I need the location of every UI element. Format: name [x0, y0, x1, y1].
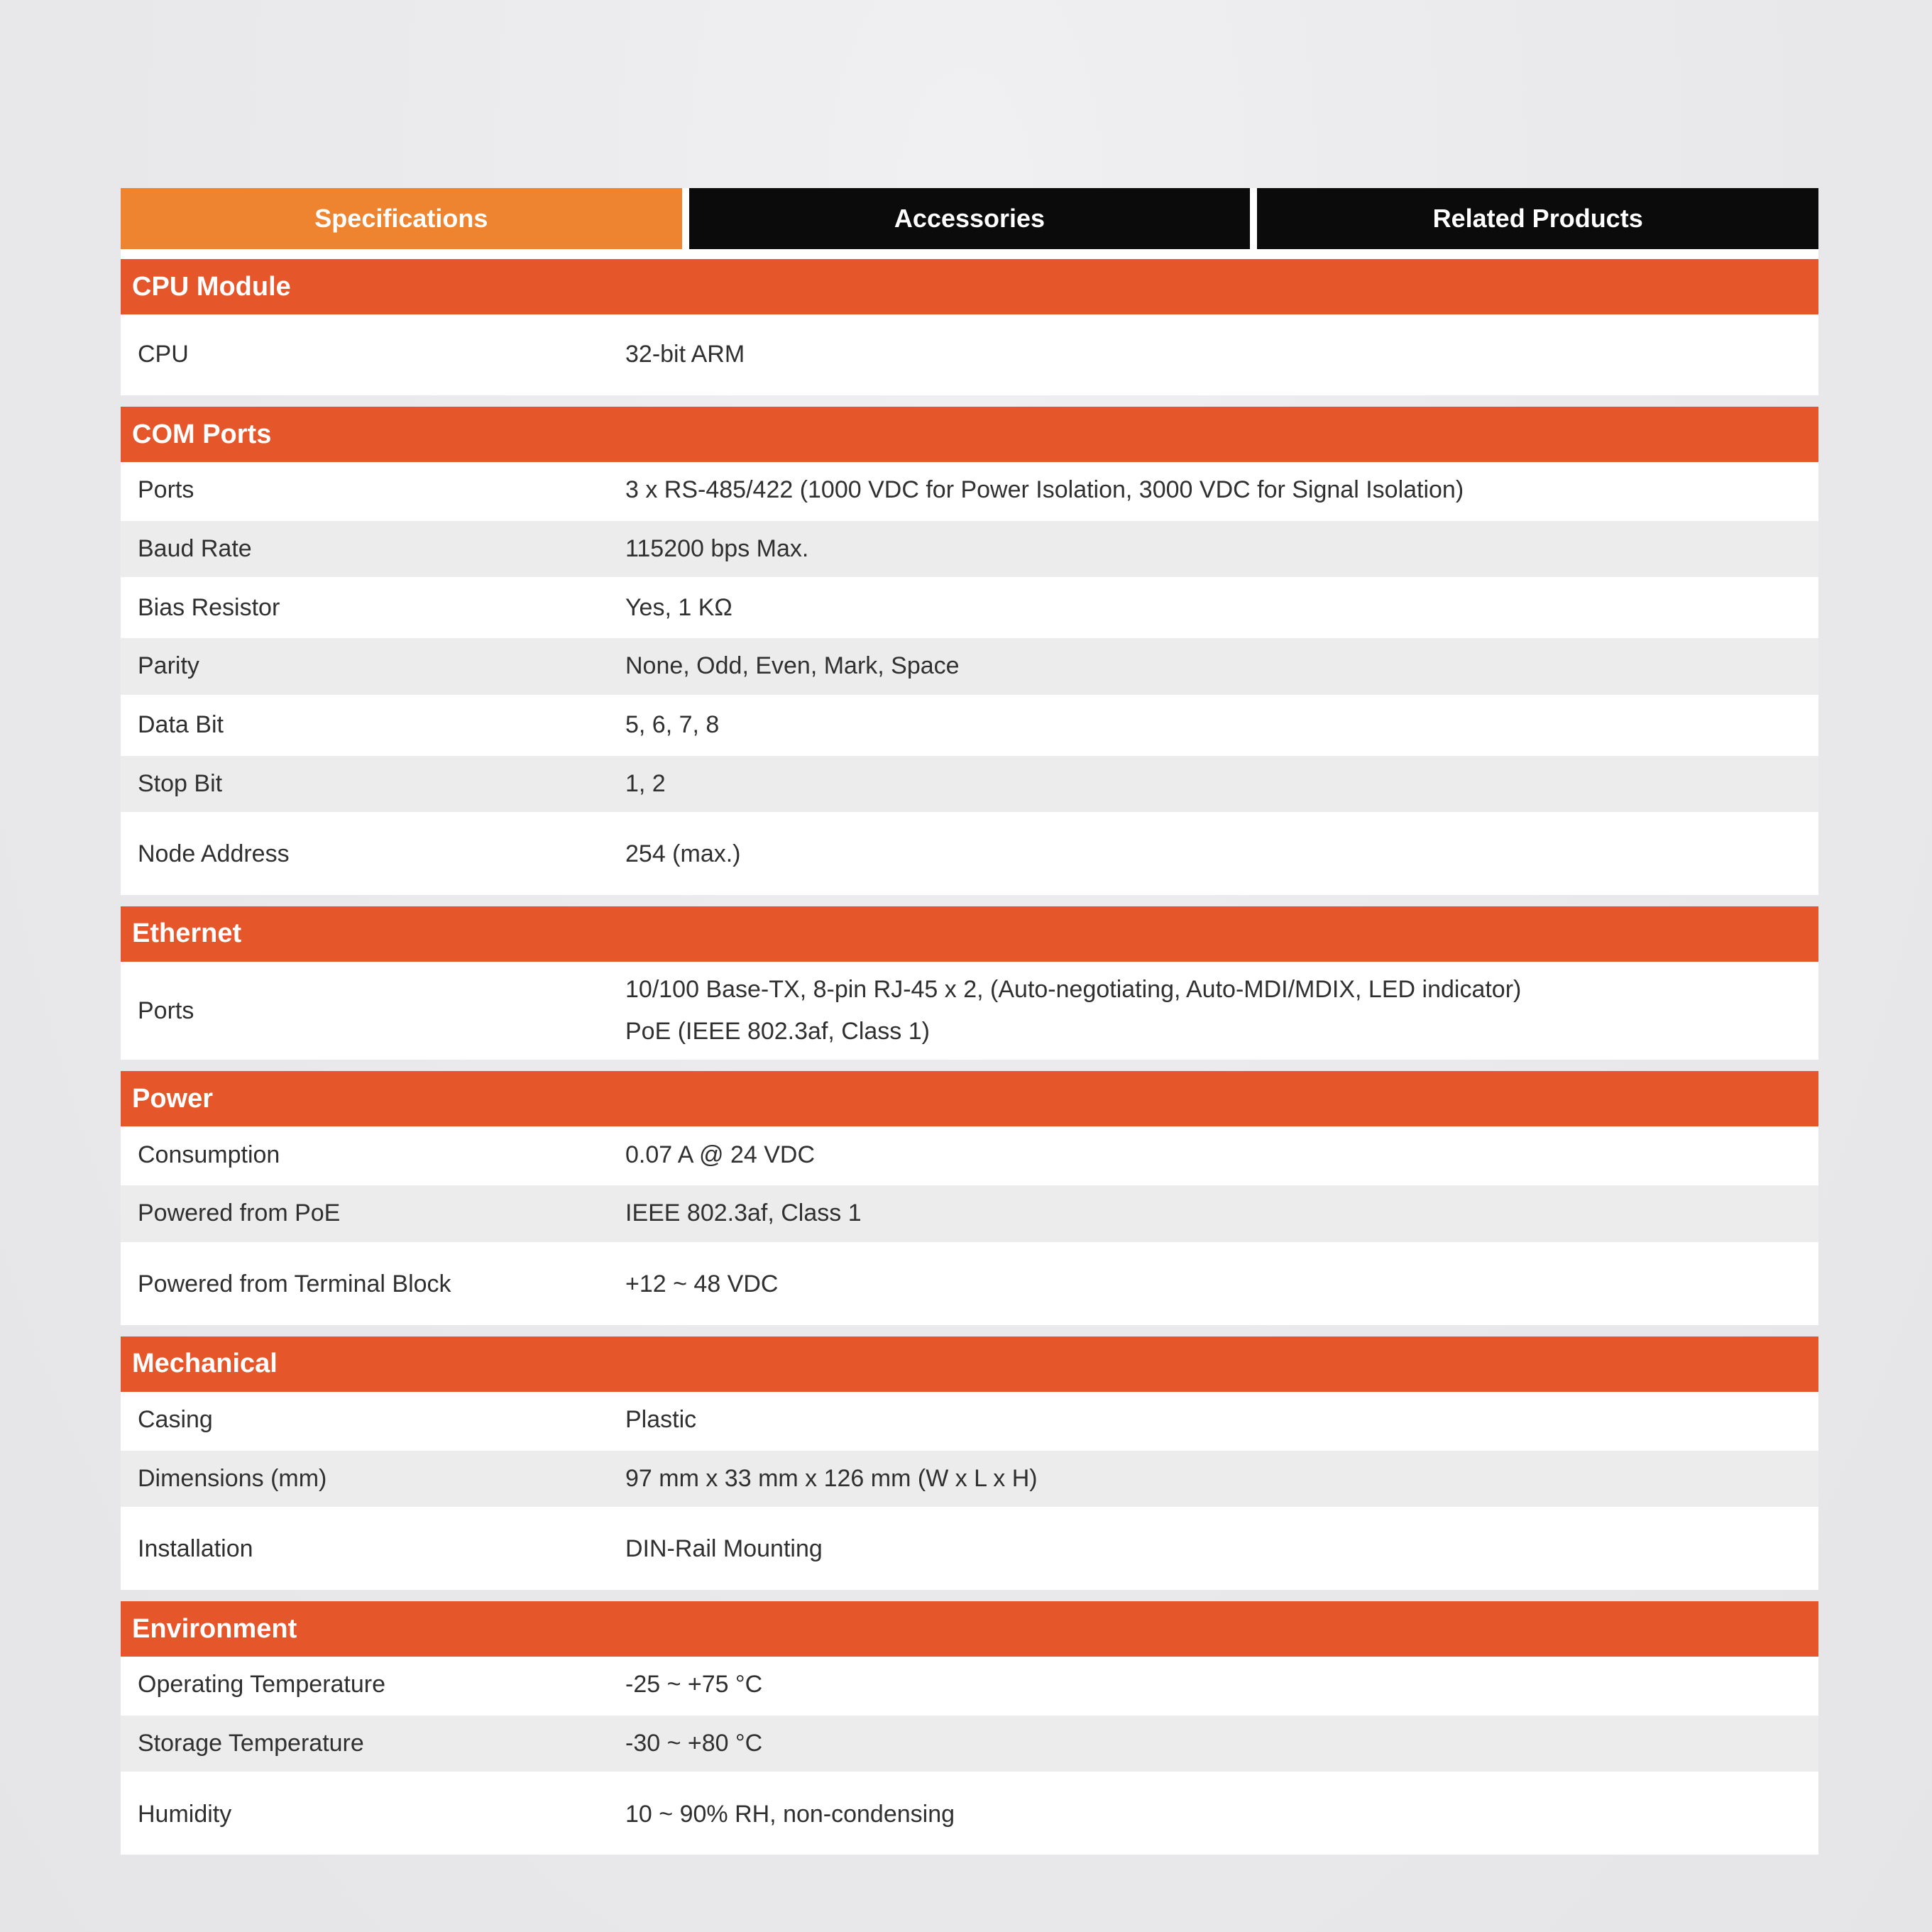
- spec-value: [625, 638, 1818, 694]
- spec-label: Installation: [138, 1535, 253, 1563]
- spec-row: [121, 519, 1818, 579]
- spec-value: [625, 1657, 1818, 1713]
- spec-value: [625, 1716, 1818, 1772]
- spec-row: [121, 314, 1818, 395]
- spec-value-line: 1, 2: [625, 769, 666, 797]
- spec-value-line: DIN-Rail Mounting: [625, 1535, 823, 1563]
- spec-row: [121, 1392, 1818, 1449]
- spec-label: Operating Temperature: [138, 1671, 386, 1698]
- spec-value: [625, 314, 1818, 395]
- spec-value: [625, 697, 1818, 754]
- spec-label: CPU: [138, 341, 189, 368]
- spec-section: [121, 1071, 1818, 1324]
- spec-label: Data Bit: [138, 710, 224, 738]
- spec-value: [625, 1126, 1818, 1183]
- spec-section: [121, 1337, 1818, 1590]
- spec-value-line: Yes, 1 KΩ: [625, 593, 732, 621]
- spec-label: Node Address: [138, 840, 290, 868]
- spec-label: Powered from PoE: [138, 1200, 341, 1227]
- spec-value: [625, 1451, 1818, 1507]
- spec-label: Bias Resistor: [138, 593, 280, 621]
- spec-row: [121, 1657, 1818, 1713]
- spec-value-line: 254 (max.): [625, 840, 741, 868]
- section-header: Power: [121, 1071, 1818, 1126]
- tab-specifications[interactable]: Specifications: [121, 188, 682, 249]
- sections: [121, 259, 1818, 1855]
- spec-value: [625, 521, 1818, 577]
- spec-row: [121, 1713, 1818, 1774]
- spec-value: [625, 756, 1818, 812]
- spec-section: [121, 407, 1818, 895]
- spec-value: [625, 1185, 1818, 1241]
- spec-panel: [121, 188, 1818, 1855]
- spec-row: [121, 1774, 1818, 1855]
- spec-value-line: 10 ~ 90% RH, non-condensing: [625, 1800, 955, 1828]
- spec-label: Parity: [138, 652, 199, 680]
- spec-value-line: 115200 bps Max.: [625, 535, 809, 562]
- spec-row: [121, 1509, 1818, 1590]
- section-header: Ethernet: [121, 906, 1818, 962]
- spec-row: [121, 636, 1818, 696]
- spec-label: Storage Temperature: [138, 1730, 364, 1757]
- spec-label: Casing: [138, 1406, 213, 1434]
- spec-section: [121, 259, 1818, 395]
- section-rows: [121, 1392, 1818, 1590]
- spec-value: [625, 1509, 1818, 1590]
- spec-value-line: 10/100 Base-TX, 8-pin RJ-45 x 2, (Auto-negotiating, Auto-MDI/MDIX, LED indicator): [625, 975, 1522, 1003]
- spec-value-line: Plastic: [625, 1406, 697, 1434]
- spec-value-line: 0.07 A @ 24 VDC: [625, 1141, 816, 1168]
- spec-value-line: 97 mm x 33 mm x 126 mm (W x L x H): [625, 1464, 1038, 1492]
- spec-row: [121, 579, 1818, 636]
- spec-row: [121, 1183, 1818, 1244]
- spec-row: [121, 697, 1818, 754]
- spec-value-line: IEEE 802.3af, Class 1: [625, 1200, 862, 1227]
- spec-value: [625, 579, 1818, 636]
- section-header: Environment: [121, 1601, 1818, 1657]
- spec-label: Ports: [138, 997, 194, 1024]
- spec-value: [625, 962, 1818, 1060]
- tab-bar: [121, 188, 1818, 259]
- spec-label: Humidity: [138, 1800, 232, 1828]
- spec-value-line: None, Odd, Even, Mark, Space: [625, 652, 960, 680]
- spec-label: Powered from Terminal Block: [138, 1270, 451, 1298]
- spec-value-line: 32-bit ARM: [625, 341, 745, 368]
- spec-label: Baud Rate: [138, 535, 252, 562]
- spec-row: [121, 1126, 1818, 1183]
- section-rows: [121, 462, 1818, 895]
- spec-row: [121, 1449, 1818, 1509]
- section-header: COM Ports: [121, 407, 1818, 462]
- spec-row: [121, 1244, 1818, 1325]
- spec-label: Dimensions (mm): [138, 1464, 327, 1492]
- section-rows: [121, 1126, 1818, 1324]
- spec-section: [121, 906, 1818, 1060]
- tab-accessories[interactable]: Accessories: [689, 188, 1251, 249]
- section-header: CPU Module: [121, 259, 1818, 314]
- spec-value-line: 5, 6, 7, 8: [625, 710, 720, 738]
- spec-row: [121, 962, 1818, 1060]
- spec-section: [121, 1601, 1818, 1855]
- tab-related-products[interactable]: Related Products: [1257, 188, 1818, 249]
- spec-row: [121, 754, 1818, 814]
- spec-value-line: +12 ~ 48 VDC: [625, 1270, 779, 1298]
- spec-value: [625, 814, 1818, 895]
- section-header: Mechanical: [121, 1337, 1818, 1392]
- spec-value-line: 3 x RS-485/422 (1000 VDC for Power Isolation, 3000 VDC for Signal Isolation): [625, 476, 1464, 504]
- section-rows: [121, 1657, 1818, 1855]
- spec-value: [625, 1392, 1818, 1449]
- spec-value-line: PoE (IEEE 802.3af, Class 1): [625, 1018, 930, 1045]
- spec-label: Consumption: [138, 1141, 280, 1168]
- spec-label: Stop Bit: [138, 769, 223, 797]
- spec-value: [625, 1774, 1818, 1855]
- spec-value-line: -25 ~ +75 °C: [625, 1671, 763, 1698]
- section-rows: [121, 962, 1818, 1060]
- spec-value: [625, 462, 1818, 519]
- spec-row: [121, 462, 1818, 519]
- spec-value-line: -30 ~ +80 °C: [625, 1730, 763, 1757]
- section-rows: [121, 314, 1818, 395]
- spec-row: [121, 814, 1818, 895]
- spec-value: [625, 1244, 1818, 1325]
- spec-label: Ports: [138, 476, 194, 504]
